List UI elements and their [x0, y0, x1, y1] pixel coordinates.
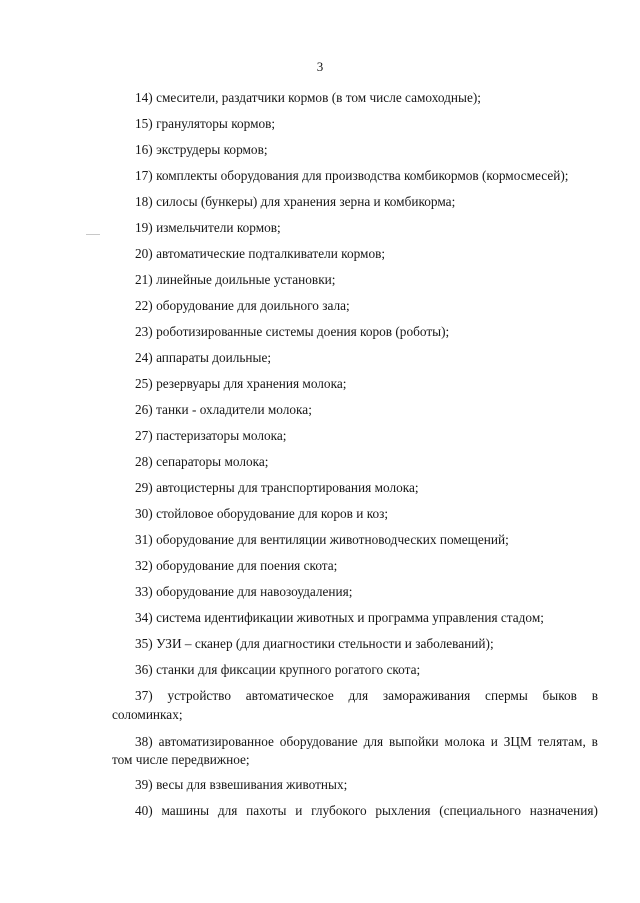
list-item-number: 28) [135, 454, 153, 469]
list-item [135, 116, 598, 132]
list-item [135, 428, 598, 444]
list-item-number: 15) [135, 116, 153, 131]
list-item-text: роботизированные системы доения коров (роботы); [156, 324, 450, 339]
list-item-text: оборудование для навозоудаления; [156, 584, 353, 599]
list-item [135, 803, 598, 819]
list-item-text: система идентификации животных и программа управления стадом; [156, 610, 544, 625]
list-item-text: сепараторы молока; [156, 454, 269, 469]
list-item-number: 36) [135, 662, 153, 677]
list-item-number: 16) [135, 142, 153, 157]
list-item-word: для [348, 688, 369, 703]
list-item [135, 298, 598, 314]
list-item-word: автоматизированное [158, 734, 274, 749]
list-item-text: смесители, раздатчики кормов (в том числе самоходные); [156, 90, 481, 105]
list-item-text: станки для фиксации крупного рогатого скота; [156, 662, 421, 677]
list-item-text: стойловое оборудование для коров и коз; [156, 506, 389, 521]
list-item-word: в [591, 688, 598, 703]
list-item-number: 21) [135, 272, 153, 287]
list-item-word: для [217, 803, 238, 818]
list-item-number: 27) [135, 428, 153, 443]
list-item-number: 32) [135, 558, 153, 573]
list-item [135, 246, 598, 262]
list-item-word: ЗЦМ [503, 734, 532, 749]
list-item-word: спермы [485, 688, 528, 703]
list-item [135, 532, 598, 548]
list-item-word: (специального [439, 803, 522, 818]
list-item-text: весы для взвешивания животных; [156, 777, 348, 792]
list-item [135, 90, 598, 106]
list-item [135, 777, 598, 793]
list-item-number: 29) [135, 480, 153, 495]
list-item [135, 194, 598, 210]
list-item-word: назначения) [529, 803, 598, 818]
list-item [135, 688, 598, 704]
list-item [135, 610, 598, 626]
list-item-number: 31) [135, 532, 153, 547]
list-item-text: комплекты оборудования для производства комбикормов (кормосмесей); [156, 168, 569, 183]
list-item-text: измельчители кормов; [156, 220, 281, 235]
list-item-text: оборудование для поения скота; [156, 558, 338, 573]
list-item-number: 40) [135, 803, 153, 818]
list-item-word: замораживания [382, 688, 471, 703]
list-item [135, 272, 598, 288]
list-item-word: быков [542, 688, 577, 703]
list-item-text: оборудование для доильного зала; [156, 298, 350, 313]
list-item [135, 142, 598, 158]
page-number: 3 [316, 59, 324, 74]
list-item-number: 38) [135, 734, 153, 749]
list-item [135, 734, 598, 750]
list-item-number: 37) [135, 688, 153, 703]
list-item-number: 34) [135, 610, 153, 625]
list-item-text: оборудование для вентиляции животноводческих помещений; [156, 532, 509, 547]
list-item-word: пахоты [246, 803, 287, 818]
list-item-number: 24) [135, 350, 153, 365]
list-item-text: аппараты доильные; [156, 350, 272, 365]
list-item-word: для [363, 734, 384, 749]
list-item-word: в [591, 734, 598, 749]
list-item [135, 506, 598, 522]
list-item-word: рыхления [375, 803, 431, 818]
list-item-number: 20) [135, 246, 153, 261]
list-item-number: 14) [135, 90, 153, 105]
list-item-number: 33) [135, 584, 153, 599]
list-item-word: устройство [167, 688, 231, 703]
list-item-word: оборудование [279, 734, 358, 749]
list-item-continuation: соломинках; [112, 707, 183, 722]
list-item-word: молока [444, 734, 485, 749]
list-item-number: 39) [135, 777, 153, 792]
list-item-text: автоцистерны для транспортирования молока; [156, 480, 419, 495]
list-item-number: 35) [135, 636, 153, 651]
list-item [135, 558, 598, 574]
list-item-text: УЗИ – сканер (для диагностики стельности и заболеваний); [156, 636, 494, 651]
list-item-number: 25) [135, 376, 153, 391]
list-item [135, 454, 598, 470]
list-item [135, 584, 598, 600]
list-item-text: экструдеры кормов; [156, 142, 268, 157]
margin-mark [86, 234, 100, 235]
list-item-text: резервуары для хранения молока; [156, 376, 347, 391]
list-item-number: 23) [135, 324, 153, 339]
list-item-text: автоматические подталкиватели кормов; [156, 246, 386, 261]
list-item [135, 662, 598, 678]
list-item-text: грануляторы кормов; [156, 116, 276, 131]
list-item-number: 22) [135, 298, 153, 313]
list-item [135, 480, 598, 496]
list-item-word: выпойки [388, 734, 439, 749]
list-item-number: 17) [135, 168, 153, 183]
list-item-text: пастеризаторы молока; [156, 428, 287, 443]
list-item [135, 168, 598, 184]
list-item [135, 220, 598, 236]
list-item-continuation: том числе передвижное; [112, 752, 250, 767]
list-item-word: автоматическое [245, 688, 334, 703]
list-item-word: и [295, 803, 303, 818]
list-item-number: 19) [135, 220, 153, 235]
list-item-text: линейные доильные установки; [156, 272, 336, 287]
list-item-word: машины [161, 803, 210, 818]
list-item [135, 636, 598, 652]
list-item-word: телятам, [537, 734, 586, 749]
list-item [135, 376, 598, 392]
list-item-number: 18) [135, 194, 153, 209]
list-item [135, 350, 598, 366]
list-item [135, 324, 598, 340]
list-item-text: силосы (бункеры) для хранения зерна и комбикорма; [156, 194, 456, 209]
list-item-number: 30) [135, 506, 153, 521]
list-item-number: 26) [135, 402, 153, 417]
list-item [135, 402, 598, 418]
list-item-word: и [490, 734, 498, 749]
list-item-word: глубокого [311, 803, 367, 818]
list-item-text: танки - охладители молока; [156, 402, 312, 417]
